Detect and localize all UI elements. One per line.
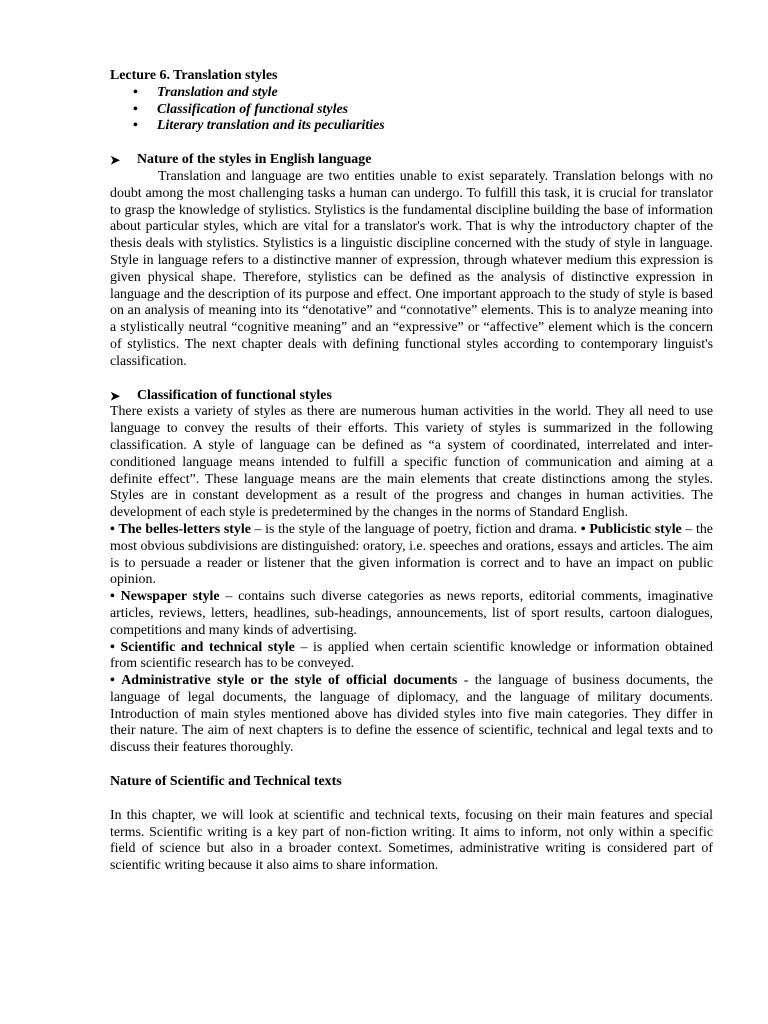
paragraph-classification-intro: There exists a variety of styles as there are numerous human activities in the world. They all need to use language to convey the results of their efforts. This variety of styles is summarized in the following classification. A style of language can be defined as “a system of coordinated, interrelated and inter-conditioned language means intended to fulfill a specific function of communication and aiming at a definite effect”. These language means are the main elements that create distinctions among the styles. Styles are in constant development as a result of the progress and changes in human activities. The development of each style is predetermined by the changes in the norms of Standard English. [110,404,713,521]
arrow-bullet-icon: ➤ [110,153,121,168]
term-scientific: Scientific and technical style [120,639,295,655]
bullet-icon: • [133,118,138,134]
section-heading-styles-nature [110,152,713,169]
bullet-icon: • [580,521,586,537]
arrow-bullet-icon: ➤ [110,388,121,403]
paragraph-newspaper [110,589,713,639]
topic-item [110,85,713,102]
topic-label: Classification of functional styles [157,101,349,117]
lecture-title: Lecture 6. Translation styles [110,68,278,83]
spacer [110,791,713,808]
section-heading-scientific-texts: Nature of Scientific and Technical texts [110,774,342,790]
paragraph-administrative [110,673,713,757]
section-heading-text: Nature of the styles in English language [137,152,372,168]
section-heading-text: Classification of functional styles [137,387,332,403]
bullet-icon: • [133,84,138,100]
bullet-icon: • [110,589,115,605]
paragraph-scientific-texts: In this chapter, we will look at scientific and technical texts, focusing on their main features and special terms. Scientific writing is a key part of non-fiction writing. It aims to inform, not only within a specific field of science but also in a broader context. Sometimes, administrative writing is considered part of scientific writing because it also aims to share information. [110,807,713,874]
term-newspaper: Newspaper style [120,589,220,605]
term-publicistic: Publicistic style [589,521,682,537]
document-content [110,68,713,875]
bullet-icon: • [133,101,138,117]
term-belles-letters: The belles-letters style [118,521,251,537]
paragraph-styles-nature: Translation and language are two entities unable to exist separately. Translation belongs with no doubt among the most challenging tasks a human can undergo. To fulfill this task, it is crucial for translator to grasp the knowledge of stylistics. Stylistics is the fundamental discipline building the base of information about particular styles, which are vital for a translator's work. That is why the introductory chapter of the thesis deals with stylistics. Stylistics is a linguistic discipline concerned with the study of style in language. Style in language refers to a distinctive manner of expression, through whatever medium this expression is given physical shape. Therefore, stylistics can be defined as the analysis of distinctive expression in language and the description of its purpose and effect. One important approach to the study of style is based on an analysis of meaning into its “denotative” and “connotative” elements. This is to analyze meaning into a stylistically neutral “cognitive meaning” and an “expressive” or “affective” element which is the concern of stylistics. The next chapter deals with defining functional styles according to contemporary linguist's classification. [110,168,713,369]
definition-publicistic: – the most obvious subdivisions are distinguished: oratory, i.e. speeches and orations, essays and articles. The aim is to persuade a reader or listener that the given information is correct and to have an impact on public opinion. [110,521,713,588]
paragraph-belles-publicistic [110,522,713,589]
paragraph-scientific [110,640,713,674]
definition-belles-letters: – is the style of the language of poetry, fiction and drama. [250,521,581,537]
definition-scientific: – is applied when certain scientific knowledge or information obtained from scientific research has to be conveyed. [110,639,713,672]
topic-label: Translation and style [157,84,278,100]
section-heading-classification [110,388,713,405]
bullet-icon: • [110,673,115,689]
topic-label: Literary translation and its peculiarities [157,118,385,134]
topic-item [110,102,713,119]
topic-item [110,118,713,135]
definition-administrative: - the language of business documents, the language of legal documents, the language of diplomacy, and the language of military documents. Introduction of main styles mentioned above has divided styles into five main categories. They differ in their nature. The aim of next chapters is to define the essence of scientific, technical and legal texts and to discuss their features thoroughly. [110,673,713,756]
bullet-icon: • [110,521,115,537]
bullet-icon: • [110,639,115,655]
topic-list [110,85,713,135]
definition-newspaper: – contains such diverse categories as news reports, editorial comments, imaginative articles, reviews, letters, headlines, sub-headings, announcements, list of sport results, cartoon dialogues, competitions and many kinds of advertising. [110,589,713,638]
term-administrative: Administrative style or the style of official documents [121,673,458,689]
